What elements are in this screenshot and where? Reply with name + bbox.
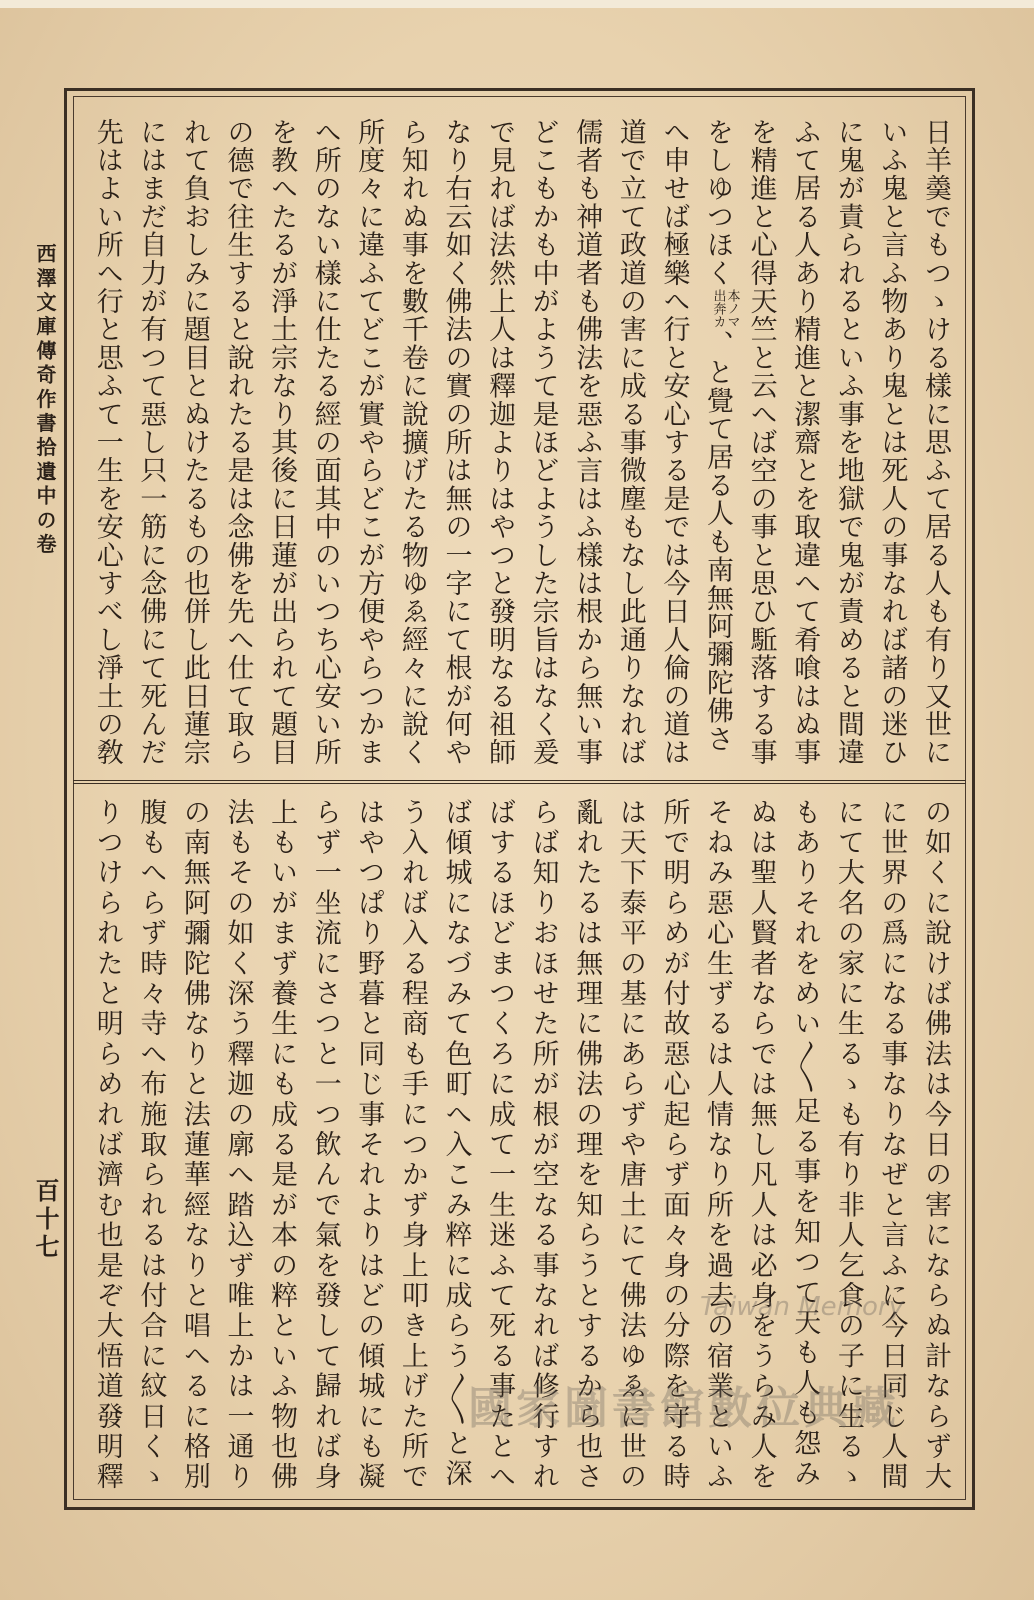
- text-column: の如くに說けば佛法は今日の害にならぬ計ならず大: [920, 798, 951, 1493]
- text-column: へ所のない樣に仕たる經の面其中のいつち心安い所: [309, 118, 341, 767]
- text-column: の南無阿彌陀佛なりと法蓮華經なりと唱へるに格別: [178, 798, 210, 1493]
- text-column: にて大名の家に生るゝも有り非人乞食の子に生るゝ: [832, 798, 864, 1493]
- text-column: りつけられたと明らめれば濟む也是ぞ大悟道發明釋: [91, 798, 123, 1493]
- text-column: はやつぱり野暮と同じ事それよりはどの傾城にも凝: [353, 798, 385, 1493]
- text-column: ば傾城になづみて色町へ入こみ粹に成らう〳〵と深: [440, 798, 472, 1490]
- text-column: 儒者も神道者も佛法を惡ふ言はふ樣は根から無い事: [571, 118, 603, 767]
- watermark-english: Taiwan Memory: [700, 1292, 904, 1322]
- inline-annotation: [711, 289, 739, 328]
- text-column: に世界の爲になる事なりなぜと言ふに今日同じ人間: [876, 798, 908, 1493]
- watermark-chinese: 國家圖書館數位典藏: [468, 1383, 900, 1434]
- text-column: らば知りおほせた所が根が空なる事なれば修行すれ: [527, 798, 559, 1493]
- text-column: う入れば入る程商も手につかず身上叩き上げた所で: [396, 798, 428, 1493]
- text-column: 日羊羮でもつゝける樣に思ふて居る人も有り又世に: [920, 118, 951, 767]
- text-segment: 、と覺て居る人も南無阿彌陀佛さ: [702, 330, 734, 754]
- text-column-annotated: [695, 118, 739, 778]
- page-number: 百十七: [31, 1178, 60, 1262]
- section-divider: [73, 780, 966, 784]
- text-column: どこもかも中がようて是ほどようした宗旨はなく爰: [527, 118, 559, 767]
- text-column: へ申せば極樂へ行と安心する是では今日人倫の道は: [658, 118, 690, 767]
- text-column: ふて居る人あり精進と潔齋とを取違へて肴喰はぬ事: [789, 118, 821, 767]
- text-column: は天下泰平の基にあらずや唐土にて佛法ゆゑに世の: [614, 798, 646, 1493]
- text-column: ら知れぬ事を數千卷に說擴げたる物ゆゑ經々に說く: [396, 118, 428, 767]
- text-column: の德で往生すると說れたる是は念佛を先へ仕て取ら: [222, 118, 254, 767]
- text-column: に鬼が責られるといふ事を地獄で鬼が責めると間違: [832, 118, 864, 767]
- annotation-line: 出奔カ: [710, 289, 726, 329]
- text-column: 腹もへらず時々寺へ布施取られるは付合に紋日くゝ: [135, 798, 167, 1493]
- text-column: もありそれをめい〳〵足る事を知つて天も人も怨み: [789, 798, 821, 1490]
- text-column: らず一坐流にさつと一つ飲んで氣を發して歸れば身: [309, 798, 341, 1493]
- text-segment: をしゆつほく: [702, 118, 734, 288]
- text-column: を教へたるが淨土宗なり其後に日蓮が出られて題目: [266, 118, 298, 767]
- text-column: ばするほどまつくろに成て一生迷ふて死る事たとへ: [484, 798, 516, 1493]
- scan-edge: [0, 0, 1034, 8]
- text-column: を精進と心得天竺と云へば空の事と思ひ駈落する事: [745, 118, 777, 767]
- text-column: ぬは聖人賢者ならでは無し凡人は必身をうらみ人を: [745, 798, 777, 1493]
- text-column: にはまだ自力が有つて惡し只一筋に念佛にて死んだ: [135, 118, 167, 767]
- upper-text-block: [85, 118, 957, 778]
- text-column: 道で立て政道の害に成る事微塵もなし此通りなれば: [614, 118, 646, 767]
- text-column: 上もいがまず養生にも成る是が本の粹といふ物也佛: [266, 798, 298, 1493]
- annotation-line: 本ノマ: [724, 289, 740, 329]
- text-column: 先はよい所へ行と思ふて一生を安心すべし淨土の敎: [91, 118, 123, 767]
- text-column: れて負おしみに題目とぬけたるもの也併し此日蓮宗: [178, 118, 210, 767]
- running-head: 西澤文庫傳奇作書拾遺中の卷: [33, 243, 57, 558]
- text-column: 亂れたるは無理に佛法の理を知らうとするから也さ: [571, 798, 603, 1493]
- text-column: なり右云如く佛法の實の所は無の一字にて根が何や: [440, 118, 472, 767]
- text-column: いふ鬼と言ふ物あり鬼とは死人の事なれば諸の迷ひ: [876, 118, 908, 767]
- text-column: 法もその如く深う釋迦の廓へ踏込ず唯上かは一通り: [222, 798, 254, 1493]
- text-column: 所で明らめが付故惡心起らず面々身の分際を守る時: [658, 798, 690, 1493]
- text-column: で見れば法然上人は釋迦よりはやつと發明なる祖師: [484, 118, 516, 767]
- text-column: 所度々に違ふてどこが實やらどこが方便やらつかま: [353, 118, 385, 767]
- text-column: そねみ惡心生ずるは人情なり所を過去の宿業といふ: [702, 798, 734, 1493]
